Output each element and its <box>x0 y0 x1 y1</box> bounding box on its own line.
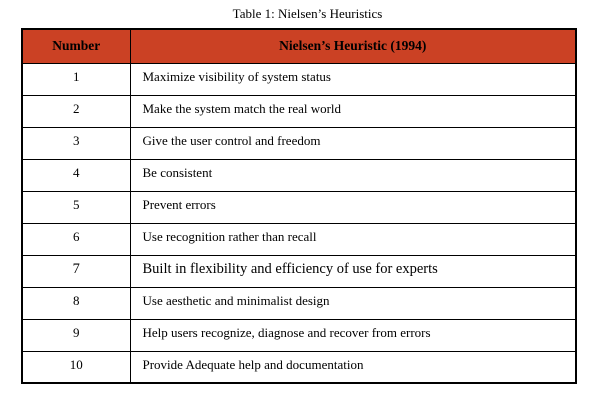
row-heuristic: Maximize visibility of system status <box>130 63 576 95</box>
row-heuristic: Built in flexibility and efficiency of use for experts <box>130 255 576 287</box>
row-number: 8 <box>22 287 130 319</box>
row-heuristic: Be consistent <box>130 159 576 191</box>
row-heuristic: Prevent errors <box>130 191 576 223</box>
row-heuristic: Help users recognize, diagnose and recover from errors <box>130 319 576 351</box>
table-row <box>22 351 576 383</box>
table-row <box>22 127 576 159</box>
header-cell-heuristic: Nielsen’s Heuristic (1994) <box>130 29 576 63</box>
table-row <box>22 159 576 191</box>
table-row <box>22 63 576 95</box>
table-row <box>22 95 576 127</box>
row-heuristic: Use recognition rather than recall <box>130 223 576 255</box>
row-heuristic: Provide Adequate help and documentation <box>130 351 576 383</box>
row-number: 3 <box>22 127 130 159</box>
table-row <box>22 223 576 255</box>
row-number: 9 <box>22 319 130 351</box>
row-number: 2 <box>22 95 130 127</box>
table-row <box>22 319 576 351</box>
table-row <box>22 287 576 319</box>
row-number: 7 <box>22 255 130 287</box>
row-number: 5 <box>22 191 130 223</box>
table-row <box>22 255 576 287</box>
row-heuristic: Make the system match the real world <box>130 95 576 127</box>
header-row <box>22 29 576 63</box>
row-number: 4 <box>22 159 130 191</box>
row-number: 6 <box>22 223 130 255</box>
row-number: 1 <box>22 63 130 95</box>
row-heuristic: Give the user control and freedom <box>130 127 576 159</box>
header-cell-number: Number <box>22 29 130 63</box>
table-caption: Table 1: Nielsen’s Heuristics <box>232 6 383 21</box>
table-row <box>22 191 576 223</box>
row-heuristic: Use aesthetic and minimalist design <box>130 287 576 319</box>
row-number: 10 <box>22 351 130 383</box>
heuristics-table <box>21 28 577 384</box>
